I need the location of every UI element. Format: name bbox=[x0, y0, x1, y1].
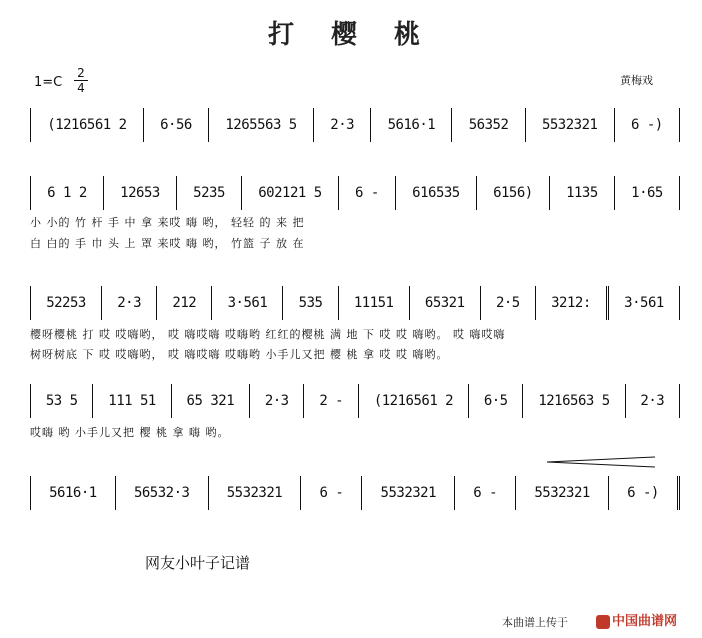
time-signature bbox=[74, 66, 88, 95]
measure: 2 - bbox=[304, 384, 359, 418]
measure: 602121 5 bbox=[242, 176, 339, 210]
upload-text: 本曲谱上传于 bbox=[502, 616, 568, 629]
measure: 1216563 5 bbox=[523, 384, 625, 418]
measure: 3212: bbox=[536, 286, 609, 320]
notation-line-2 bbox=[30, 176, 680, 210]
measure: 56532·3 bbox=[116, 476, 209, 510]
measure: 56352 bbox=[452, 108, 525, 142]
measure: 2·3 bbox=[626, 384, 681, 418]
measure: (1216561 2 bbox=[359, 384, 469, 418]
logo-text: 中国曲谱网 bbox=[612, 614, 678, 629]
measure: 5616·1 bbox=[30, 476, 116, 510]
measure: 6 - bbox=[301, 476, 362, 510]
measure: 11151 bbox=[339, 286, 410, 320]
logo-icon bbox=[596, 615, 610, 629]
lyric-line: 小 小的 竹 杆 手 中 拿 来哎 嗨 哟， 轻轻 的 来 把 bbox=[30, 216, 305, 229]
measure: 5235 bbox=[177, 176, 242, 210]
lyric-line: 白 白的 手 巾 头 上 罩 来哎 嗨 哟， 竹篮 子 放 在 bbox=[30, 237, 305, 250]
measure: 3·561 bbox=[212, 286, 283, 320]
measure: 2·3 bbox=[102, 286, 157, 320]
measure: 212 bbox=[157, 286, 212, 320]
meter-top: 2 bbox=[74, 66, 88, 81]
measure: (1216561 2 bbox=[30, 108, 144, 142]
measure: 1·65 bbox=[615, 176, 680, 210]
measure: 6 -) bbox=[609, 476, 680, 510]
measure: 5532321 bbox=[362, 476, 455, 510]
measure: 6 1 2 bbox=[30, 176, 104, 210]
measure: 5616·1 bbox=[371, 108, 452, 142]
measure: 5532321 bbox=[526, 108, 615, 142]
measure: 65321 bbox=[410, 286, 481, 320]
measure: 12653 bbox=[104, 176, 177, 210]
measure: 65 321 bbox=[172, 384, 250, 418]
notation-line-1 bbox=[30, 108, 680, 142]
measure: 5532321 bbox=[209, 476, 302, 510]
measure: 6·56 bbox=[144, 108, 209, 142]
measure: 6 - bbox=[455, 476, 516, 510]
lyric-line: 樱呀樱桃 打 哎 哎嗨哟， 哎 嗨哎嗨 哎嗨哟 红红的樱桃 满 地 下 哎 哎 嗨哟。 哎 嗨哎嗨 bbox=[30, 328, 506, 341]
measure: 6156) bbox=[477, 176, 550, 210]
measure: 6 - bbox=[339, 176, 396, 210]
lyric-line: 哎嗨 哟 小手儿又把 樱 桃 拿 嗨 哟。 bbox=[30, 426, 230, 439]
genre-label: 黄梅戏 bbox=[620, 74, 653, 87]
measure: 2·3 bbox=[314, 108, 371, 142]
notation-line-3 bbox=[30, 286, 680, 320]
lyric-line: 树呀树底 下 哎 哎嗨哟， 哎 嗨哎嗨 哎嗨哟 小手儿又把 樱 桃 拿 哎 哎 嗨哟。 bbox=[30, 348, 449, 361]
measure: 6 -) bbox=[615, 108, 680, 142]
measure: 3·561 bbox=[609, 286, 680, 320]
site-logo[interactable] bbox=[596, 610, 677, 629]
measure: 2·3 bbox=[250, 384, 305, 418]
notation-line-5 bbox=[30, 476, 680, 510]
hairpin-mark bbox=[545, 455, 657, 469]
measure: 111 51 bbox=[93, 384, 171, 418]
measure: 52253 bbox=[30, 286, 102, 320]
meter-bottom: 4 bbox=[77, 81, 85, 95]
notation-line-4 bbox=[30, 384, 680, 418]
song-title: 打 樱 桃 bbox=[267, 20, 435, 50]
measure: 53 5 bbox=[30, 384, 93, 418]
measure: 535 bbox=[283, 286, 338, 320]
measure: 5532321 bbox=[516, 476, 609, 510]
measure: 6·5 bbox=[469, 384, 524, 418]
measure: 1265563 5 bbox=[209, 108, 314, 142]
measure: 1135 bbox=[550, 176, 615, 210]
measure: 616535 bbox=[396, 176, 477, 210]
key-signature: 1=C bbox=[34, 75, 63, 90]
transcriber-credit: 网友小叶子记谱 bbox=[145, 554, 251, 572]
measure: 2·5 bbox=[481, 286, 536, 320]
